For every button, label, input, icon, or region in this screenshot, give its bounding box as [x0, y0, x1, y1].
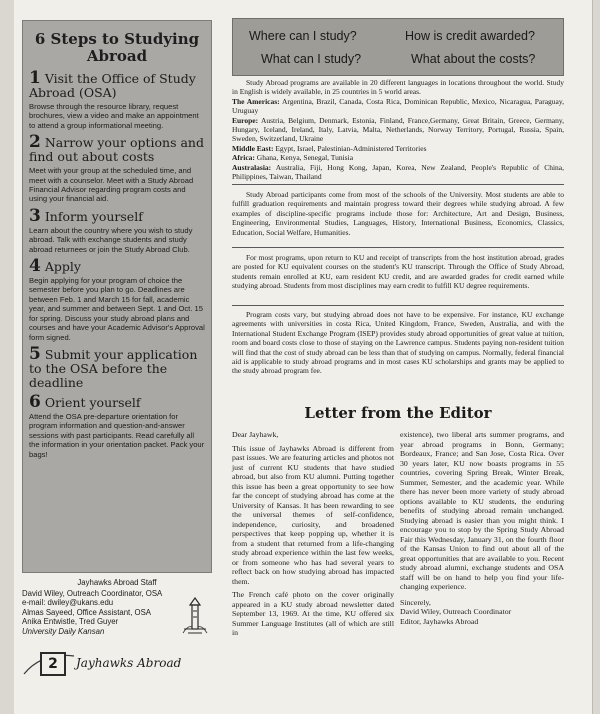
staff-line: Almas Sayeed, Office Assistant, OSA	[22, 607, 151, 617]
step-number: 6	[29, 391, 41, 412]
step-3	[29, 205, 205, 254]
step-text: Meet with your group at the scheduled time, and meet with a counselor. Meet with a Study Abroad Financial Advisor regarding program costs and using your financial aid.	[29, 166, 194, 204]
divider	[232, 305, 564, 306]
step-heading: Narrow your options and find out about costs	[29, 135, 204, 165]
costs-text: Program costs vary, but studying abroad does not have to be expensive. For instance, KU exchange agreements with universities in costa Rica, United Kingdom, France, Sweden, Australia, and with the International Student Exchange Program (ISEP) provides study abroad opportunities of great value at tuition, room and board costs close to those of staying on the Lawrence campus. Students paying non-resident tuition will find that the cost of study abroad can be less than that of studying on campus. Normally, federal financial aid is applicable to study abroad programs and in most cases KU scholarships and grants may be applied to the study abroad program fee.	[232, 310, 564, 376]
where-intro: Study Abroad programs are available in 20 different languages in locations throughout the world. Study in English is widely available, in 25 countries in 5 world areas.	[232, 78, 564, 97]
region-line: Europe: Austria, Belgium, Denmark, Estonia, Finland, France,Germany, Great Britain, Greece, Germany, Hungary, Iceland, Ireland, Italy, Latvia, Malta, Netherlands, Norway Territory, Portugal, Russia, Spain, Sweden, Switzerland, Ukraine	[232, 115, 564, 144]
editor-paragraph: The French café photo on the cover originally appeared in a KU study abroad newsletter dated September 13, 1969. At the time, KU offered six Summer Language Institutes (all of which are still in	[232, 590, 394, 637]
step-heading: Visit the Office of Study Abroad (OSA)	[29, 71, 196, 100]
question-banner	[232, 18, 564, 76]
where-section	[232, 78, 564, 181]
step-4	[29, 256, 205, 342]
editor-right-column	[400, 430, 564, 626]
six-steps-box	[22, 20, 212, 573]
step-2	[29, 132, 205, 204]
step-text: Attend the OSA pre-departure orientation for program information and question-and-answer sessions with past participants. Read carefully all the information in your orientation packet. Pack your bags!	[29, 411, 205, 459]
step-heading: Apply	[44, 259, 81, 275]
banner-question: What about the costs?	[411, 52, 536, 66]
editor-left-column	[232, 430, 394, 642]
costs-section	[232, 310, 564, 376]
page-number: 2	[40, 652, 66, 676]
region-line: Africa: Ghana, Kenya, Senegal, Tunisia	[232, 153, 354, 163]
editor-paragraph: This issue of Jayhawks Abroad is different from past issues. We are featuring articles and photos not just of current KU students that have studied abroad, but also from KU alumni. Putting together this issue has been a great opportunity to see how far the concept of studying abroad has come at the University of Kansas. It has been rewarding to see the universal themes of self-confidence, independence, curiosity, and broadened perspectives that keep popping up, whether it is from a student that returned from a life-changing study abroad experience within the last few weeks, or from someone who has had several years to reflect back on how studying abroad has impacted them.	[232, 443, 394, 586]
staff-line: Anika Entwistle, Tred Guyer	[22, 617, 119, 627]
editor-signoff: Editor, Jayhawks Abroad	[400, 616, 479, 626]
step-6	[29, 391, 205, 459]
region-line: The Americas: Argentina, Brazil, Canada, Costa Rica, Dominican Republic, Mexico, Nicaragua, Paraguay, Uruguay	[232, 96, 564, 116]
editor-closing: Sincerely,	[400, 597, 431, 607]
campanile-icon	[180, 597, 210, 635]
step-number: 1	[29, 68, 41, 88]
staff-line: David Wiley, Outreach Coordinator, OSA	[22, 588, 163, 598]
step-heading: Submit your application to the OSA before the deadline	[29, 346, 198, 390]
divider	[232, 184, 564, 185]
editor-letter-title: Letter from the Editor	[304, 404, 492, 422]
step-number: 5	[29, 343, 41, 364]
credit-text: For most programs, upon return to KU and receipt of transcripts from the host institution abroad, grades are posted for KU equivalent courses on the student's KU transcript. Through the Office of Study Abroad, students remain enrolled at KU, earn resident KU credit, and are awarded grades for credit earned while studying abroad. Students from most disciplines may earn credit to fulfill KU degree requirements.	[232, 253, 564, 291]
editor-signoff: David Wiley, Outreach Coordinator	[400, 607, 512, 616]
divider	[232, 247, 564, 248]
staff-heading: Jayhawks Abroad Staff	[77, 578, 157, 587]
credit-section	[232, 253, 564, 291]
six-steps-title: 6 Steps to Studying Abroad	[34, 30, 200, 65]
step-number: 3	[29, 205, 41, 226]
step-5	[29, 343, 205, 390]
publication-name: Jayhawks Abroad	[76, 656, 182, 670]
step-text: Browse through the resource library, request brochures, view a video and make an appointment to attend a group informational meeting.	[29, 102, 199, 130]
step-1	[29, 68, 205, 130]
region-line: Australasia: Australia, Fiji, Hong Kong, Japan, Korea, New Zealand, People's Republic of China, Philippines, Taiwan, Thailand	[232, 162, 564, 182]
step-heading: Inform yourself	[44, 208, 143, 224]
page-footer	[22, 650, 202, 676]
step-number: 2	[29, 132, 41, 153]
what-text: Study Abroad participants come from most of the schools of the University. Most students are able to fulfill graduation requirements and maintain progress toward their degrees while studying abroad. A few examples of discipline-specific programs include those for: Architecture, Art and Design, Business, Engineering, Environmental Studies, Languages, History, International Business, Economics, Classics, Education, Social Welfare, Humanities.	[232, 190, 564, 237]
editor-salutation: Dear Jayhawk,	[232, 430, 279, 439]
step-number: 4	[29, 256, 41, 277]
step-heading: Orient yourself	[44, 394, 141, 410]
banner-question: What can I study?	[261, 52, 362, 66]
step-text: Learn about the country where you wish to study abroad. Talk with exchange students and study abroad returnees or join the Study Abroad Club.	[29, 225, 193, 254]
staff-publication: University Daily Kansan	[22, 626, 105, 636]
staff-line: e-mail: dwiley@ukans.edu	[22, 598, 114, 608]
step-text: Begin applying for your program of choice the semester before you plan to go. Deadlines are between Feb. 1 and March 15 for fall, academic year, and summer and between Sept. 1 and Oct. 15 for spring. Discuss your study abroad plans and courses and have your Academic Advisor's Approval form signed.	[29, 276, 205, 342]
region-line: Middle East: Egypt, Israel, Palestinian-Administered Territories	[232, 143, 427, 153]
editor-paragraph: existence), two liberal arts summer programs, and year abroad programs in Bonn, Germany; Bordeaux, France; and San Jose, Costa Rica. Over 30 years later, KU now boasts programs in 55 countries, covering Spring Break, Winter Break, Summer, Semester, and the academic year. While there has never been more variety of study abroad options available to KU students, the enduring benefits of studying abroad remain unchanged. Studying abroad is easier than you might think. I encourage you to stop by the Spring Study Abroad Fair this Wednesday, January 31, on the fourth floor of the Kansas Union to find out about all of the great opportunities that are available to you. Recent study abroad alumni, exchange students and OSA staff will be on hand to help you find your life-changing experience.	[400, 430, 564, 591]
what-section	[232, 190, 564, 237]
banner-question: How is credit awarded?	[405, 29, 535, 43]
banner-question: Where can I study?	[249, 29, 357, 43]
